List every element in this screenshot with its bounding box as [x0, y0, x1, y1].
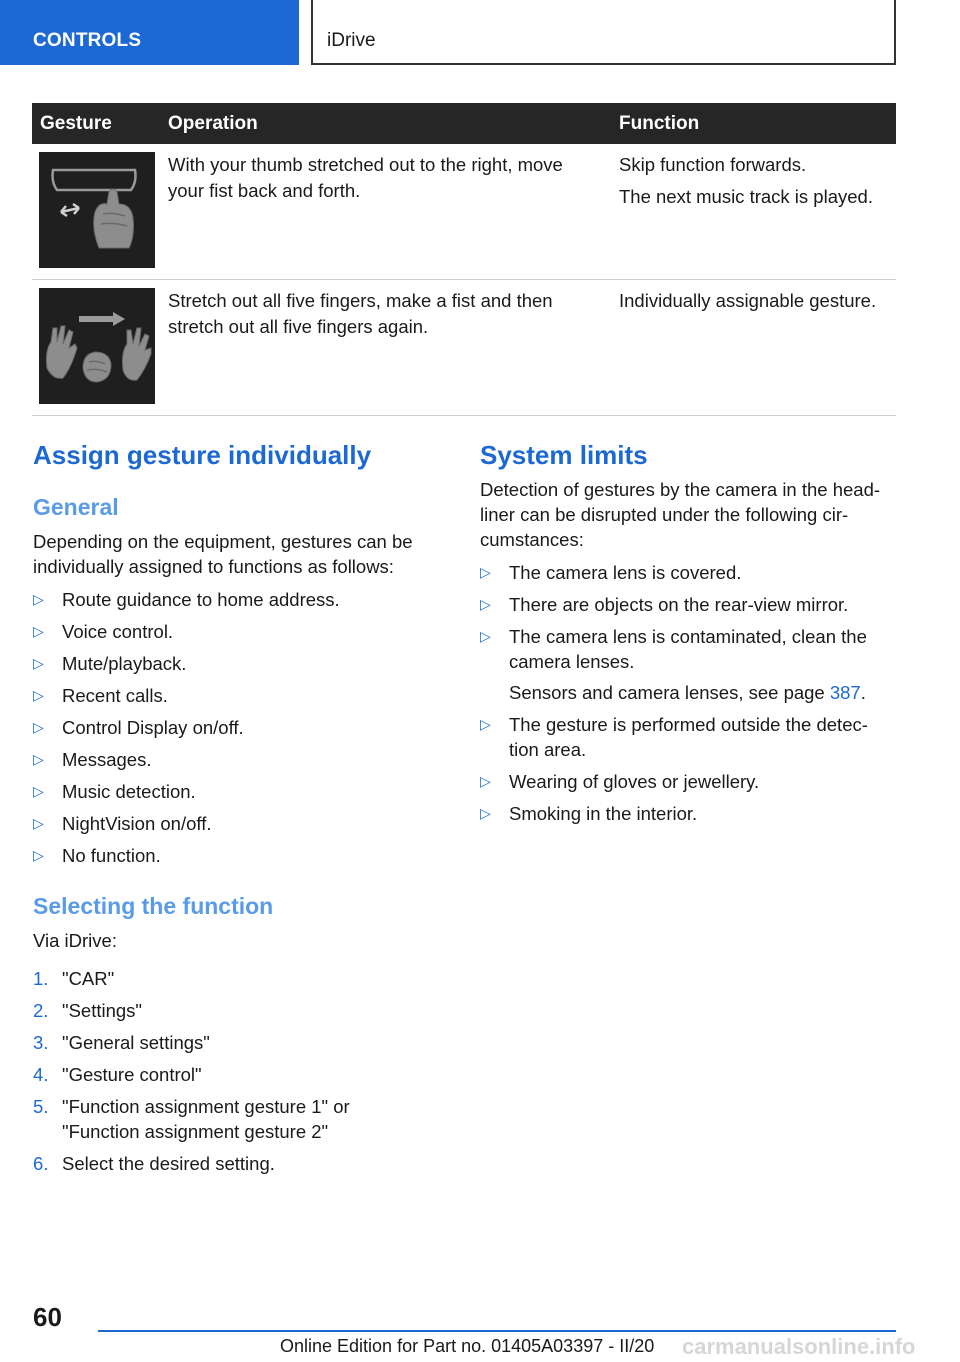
selecting-function-text: Via iDrive:	[33, 930, 117, 951]
edition-text: Online Edition for Part no. 01405A03397 - II/20	[280, 1336, 655, 1356]
list-item: ▷ Messages.	[33, 749, 152, 770]
bullet-triangle-icon: ▷	[33, 591, 44, 607]
bullet-triangle-icon: ▷	[480, 628, 491, 644]
list-item: ▷ Recent calls.	[33, 685, 168, 706]
open-fist-open-gesture-icon	[39, 288, 155, 404]
column-header-gesture: Gesture	[40, 112, 112, 134]
column-header-function: Function	[619, 112, 700, 134]
assign-gesture-heading: Assign gesture individually	[33, 440, 372, 470]
page-link[interactable]: 387	[829, 682, 861, 703]
gesture-table	[32, 103, 896, 416]
chapter-tab	[311, 0, 896, 65]
bullet-triangle-icon: ▷	[480, 716, 491, 732]
operation-cell: Stretch out all five fingers, make a fist and then stretch out all five fingers again.	[168, 290, 553, 337]
section-tab	[0, 0, 299, 65]
operation-cell: With your thumb stretched out to the right, move your fist back and forth.	[168, 154, 563, 201]
list-item: ▷ Wearing of gloves or jewellery.	[480, 771, 760, 792]
bullet-triangle-icon: ▷	[480, 564, 491, 580]
list-item: 4. "Gesture control"	[33, 1064, 202, 1085]
thumb-swipe-gesture-icon	[39, 152, 155, 268]
bullet-triangle-icon: ▷	[33, 847, 44, 863]
column-header-operation: Operation	[168, 112, 258, 134]
watermark: carmanualsonline.info	[682, 1334, 916, 1359]
cross-reference-note: Sensors and camera lenses, see page 387.	[509, 682, 866, 703]
bullet-triangle-icon: ▷	[33, 687, 44, 703]
general-heading: General	[33, 494, 119, 520]
list-item: ▷ No function.	[33, 845, 161, 866]
bullet-triangle-icon: ▷	[33, 815, 44, 831]
bullet-triangle-icon: ▷	[33, 655, 44, 671]
list-item: ▷ The camera lens is covered.	[480, 562, 742, 583]
system-limits-intro: Detection of gestures by the camera in the head-liner can be disrupted under the following cir-cumstances:	[480, 479, 881, 550]
list-item: 3. "General settings"	[33, 1032, 210, 1053]
chapter-title: iDrive	[327, 30, 376, 51]
selecting-function-heading: Selecting the function	[33, 893, 274, 919]
bullet-triangle-icon: ▷	[33, 751, 44, 767]
page-number: 60	[33, 1302, 62, 1332]
bullet-triangle-icon: ▷	[480, 805, 491, 821]
list-item: ▷ Route guidance to home address.	[33, 589, 340, 610]
list-item: ▷ Mute/playback.	[33, 653, 187, 674]
list-item: ▷ Voice control.	[33, 621, 174, 642]
system-limits-heading: System limits	[480, 440, 648, 470]
function-cell: Skip function forwards. The next music track is played.	[619, 154, 873, 207]
general-text: Depending on the equipment, gestures can be individually assigned to functions as follows:	[33, 531, 413, 577]
assignable-functions-list	[33, 587, 443, 875]
bullet-triangle-icon: ▷	[33, 719, 44, 735]
list-item: ▷ NightVision on/off.	[33, 813, 212, 834]
list-item: ▷ Smoking in the interior.	[480, 803, 698, 824]
table-header	[32, 103, 896, 144]
bullet-triangle-icon: ▷	[33, 623, 44, 639]
system-limits-list	[480, 560, 896, 833]
list-item: 2. "Settings"	[33, 1000, 142, 1021]
section-title: CONTROLS	[33, 30, 142, 51]
list-item: ▷ The gesture is performed outside the detec-tion area.	[480, 714, 868, 760]
bullet-triangle-icon: ▷	[480, 596, 491, 612]
bullet-triangle-icon: ▷	[33, 783, 44, 799]
list-item: ▷ Control Display on/off.	[33, 717, 244, 738]
list-item: 6. Select the desired setting.	[33, 1153, 275, 1174]
steps-list	[33, 966, 443, 1183]
list-item: ▷ Music detection.	[33, 781, 196, 802]
table-row	[32, 280, 896, 416]
list-item: ▷ The camera lens is contaminated, clean the camera lenses. Sensors and camera lenses, see page 387.	[480, 624, 896, 705]
footer-divider	[98, 1330, 896, 1332]
bullet-triangle-icon: ▷	[480, 773, 491, 789]
list-item: 1. "CAR"	[33, 968, 115, 989]
list-item: ▷ There are objects on the rear-view mirror.	[480, 594, 849, 615]
function-cell: Individually assignable gesture.	[619, 290, 877, 311]
table-row	[32, 144, 896, 280]
list-item: 5. "Function assignment gesture 1" or "Function assignment gesture 2"	[33, 1096, 350, 1142]
